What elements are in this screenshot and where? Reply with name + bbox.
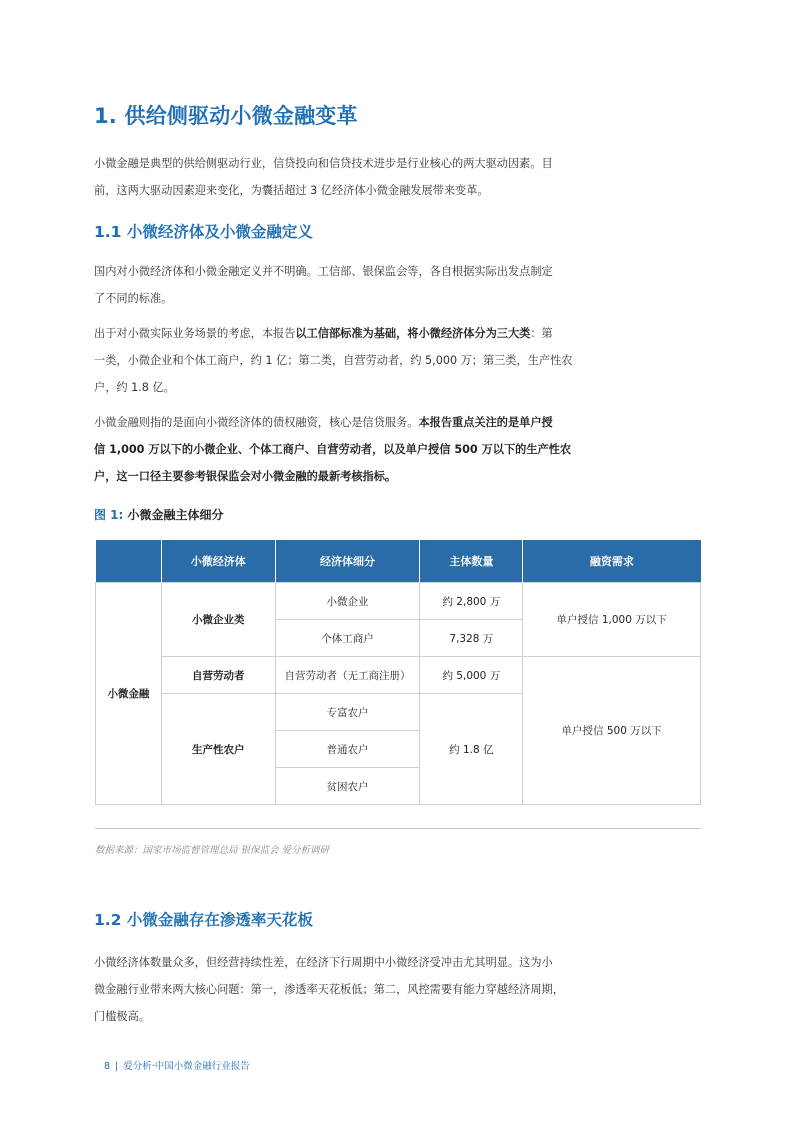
financing-need-cell: 单户授信 500 万以下 [523, 657, 701, 805]
text-line: 了不同的标准。 [94, 292, 173, 305]
header-cell [96, 540, 162, 583]
header-cell: 主体数量 [420, 540, 523, 583]
subtype-cell: 普通农户 [275, 731, 420, 768]
count-cell: 约 1.8 亿 [420, 694, 523, 805]
segmentation-table [95, 540, 701, 805]
figure-title [94, 506, 224, 523]
subsection-title: 1.2 小微金融存在渗透率天花板 [94, 911, 313, 929]
group-cell: 生产性农户 [161, 694, 275, 805]
text-line: 小微经济体数量众多，但经营持续性差，在经济下行周期中小微经济受冲击尤其明显。这为小 [94, 956, 553, 969]
divider [95, 828, 701, 829]
group-cell: 小微企业类 [161, 583, 275, 657]
footer-separator: | [115, 1061, 119, 1072]
count-cell: 7,328 万 [420, 620, 523, 657]
text-line: 户，约 1.8 亿。 [94, 381, 175, 394]
section-title: 1. 供给侧驱动小微金融变革 [94, 104, 358, 128]
data-source-note: 数据来源：国家市场监督管理总局 银保监会 爱分析调研 [95, 845, 330, 856]
subtype-cell: 贫困农户 [275, 768, 420, 805]
text-run: 出于对小微实际业务场景的考虑，本报告 [94, 327, 296, 340]
text-line: 小微金融是典型的供给侧驱动行业，信贷投向和信贷技术进步是行业核心的两大驱动因素。目 [94, 157, 553, 170]
count-cell: 约 5,000 万 [420, 657, 523, 694]
report-name: 爱分析·中国小微金融行业报告 [123, 1061, 250, 1072]
intro-paragraph [94, 150, 599, 204]
text-line: 门槛极高。 [94, 1010, 150, 1023]
subtype-cell: 小微企业 [275, 583, 420, 620]
financing-need-cell: 单户授信 1,000 万以下 [523, 583, 701, 657]
page-footer [104, 1058, 250, 1072]
table-row [96, 583, 701, 620]
group-cell: 自营劳动者 [161, 657, 275, 694]
page-number: 8 [104, 1061, 111, 1072]
scope-paragraph [94, 409, 599, 490]
header-cell: 小微经济体 [161, 540, 275, 583]
root-category-cell: 小微金融 [96, 583, 162, 805]
emphasis-text: 以工信部标准为基础，将小微经济体分为三大类 [295, 327, 531, 340]
text-line: 前，这两大驱动因素迎来变化，为囊括超过 3 亿经济体小微金融发展带来变革。 [94, 184, 489, 197]
table-row [96, 657, 701, 694]
emphasis-text: 本报告重点关注的是单户授 [418, 416, 553, 429]
figure-caption: 小微金融主体细分 [127, 508, 224, 522]
text-line: 微金融行业带来两大核心问题：第一，渗透率天花板低；第二，风控需要有能力穿越经济周期， [94, 983, 564, 996]
text-line [94, 409, 599, 436]
count-cell: 约 2,800 万 [420, 583, 523, 620]
definition-paragraph [94, 258, 599, 312]
header-cell: 经济体细分 [275, 540, 420, 583]
classification-paragraph [94, 320, 599, 401]
subsection-title: 1.1 小微经济体及小微金融定义 [94, 223, 313, 241]
figure-label: 图 1: [94, 508, 124, 522]
text-line: 国内对小微经济体和小微金融定义并不明确。工信部、银保监会等，各自根据实际出发点制定 [94, 265, 553, 278]
text-run: ：第 [530, 327, 553, 340]
text-line: 一类，小微企业和个体工商户，约 1 亿；第二类，自营劳动者，约 5,000 万；第三类，生产性农 [94, 354, 573, 367]
subtype-cell: 专富农户 [275, 694, 420, 731]
text-run: 小微金融则指的是面向小微经济体的债权融资，核心是信贷服务。 [94, 416, 419, 429]
subtype-cell: 自营劳动者（无工商注册） [275, 657, 420, 694]
text-line [94, 320, 599, 347]
emphasis-line: 户，这一口径主要参考银保监会对小微金融的最新考核指标。 [94, 470, 397, 483]
header-cell: 融资需求 [523, 540, 701, 583]
subtype-cell: 个体工商户 [275, 620, 420, 657]
table-header-row [96, 540, 701, 583]
emphasis-line: 信 1,000 万以下的小微企业、个体工商户、自营劳动者，以及单户授信 500 万以下的生产性农 [94, 443, 572, 456]
penetration-paragraph [94, 949, 599, 1030]
